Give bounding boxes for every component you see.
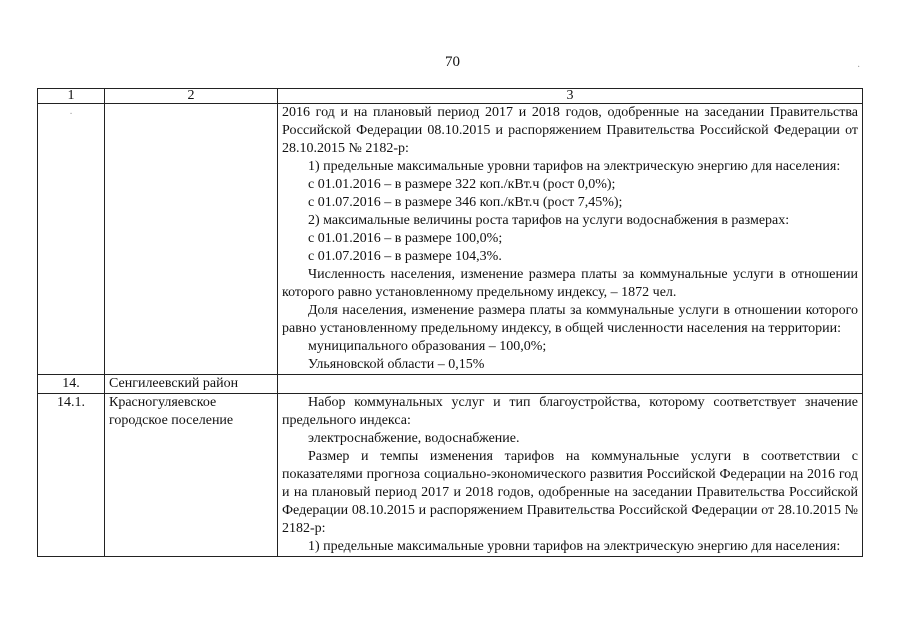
paragraph: Ульяновской области – 0,15% (308, 357, 485, 372)
paragraph: Размер и темпы изменения тарифов на коммунальные услуги в соответствии с показателями прогноза социально-экономического развития Российской Федерации на 2016 год и на плановый период 2017 и 2018 годов, одобренные на заседании Правительства Российской Федерации 08.10.2015 и распоряжением Правительства Российской Федерации от 28.10.2015 № 2182-р: (282, 449, 858, 536)
paragraph: 1) предельные максимальные уровни тарифов на электрическую энергию для населения: (308, 539, 841, 554)
content-cell (278, 394, 863, 557)
content-cell (278, 104, 863, 375)
content-cell (278, 375, 863, 394)
scan-mark: · (69, 109, 73, 120)
tariff-table (37, 88, 863, 557)
paragraph: с 01.07.2016 – в размере 346 коп./кВт.ч (рост 7,45%); (308, 195, 623, 210)
table-header-row (38, 89, 863, 104)
municipality-name: Красногуляевское городское поселение (105, 394, 278, 557)
paragraph: 2) максимальные величины роста тарифов на услуги водоснабжения в размерах: (308, 213, 790, 228)
paragraph: муниципального образования – 100,0%; (308, 339, 547, 354)
municipality-name: Сенгилеевский район (105, 375, 278, 394)
paragraph: Доля населения, изменение размера платы за коммунальные услуги в отношении которого равно установленному предельному индексу, в общей численности населения на территории: (282, 303, 858, 336)
municipality-cell (105, 104, 278, 375)
paragraph: с 01.01.2016 – в размере 100,0%; (308, 231, 503, 246)
row-number: 14. (38, 375, 105, 394)
table-row (38, 394, 863, 557)
header-col-2: 2 (105, 89, 278, 104)
scan-speck: · (857, 62, 861, 73)
paragraph: 2016 год и на плановый период 2017 и 2018 годов, одобренные на заседании Правительства Российской Федерации 08.10.2015 и распоряжением Правительства Российской Федерации от 28.10.2015 № 2182-р: (282, 105, 858, 156)
paragraph: 1) предельные максимальные уровни тарифов на электрическую энергию для населения: (308, 159, 841, 174)
header-col-3: 3 (278, 89, 863, 104)
paragraph: электроснабжение, водоснабжение. (308, 431, 520, 446)
page-number: 70 (445, 54, 460, 70)
table-row (38, 104, 863, 375)
row-number-cell (38, 104, 105, 375)
paragraph: Набор коммунальных услуг и тип благоустройства, которому соответствует значение предельного индекса: (282, 395, 858, 428)
header-col-1: 1 (38, 89, 105, 104)
row-number: 14.1. (38, 394, 105, 557)
paragraph: с 01.01.2016 – в размере 322 коп./кВт.ч (рост 0,0%); (308, 177, 616, 192)
paragraph: с 01.07.2016 – в размере 104,3%. (308, 249, 502, 264)
paragraph: Численность населения, изменение размера платы за коммунальные услуги в отношении которого равно установленному предельному индексу, – 1872 чел. (282, 267, 858, 300)
table-row (38, 375, 863, 394)
